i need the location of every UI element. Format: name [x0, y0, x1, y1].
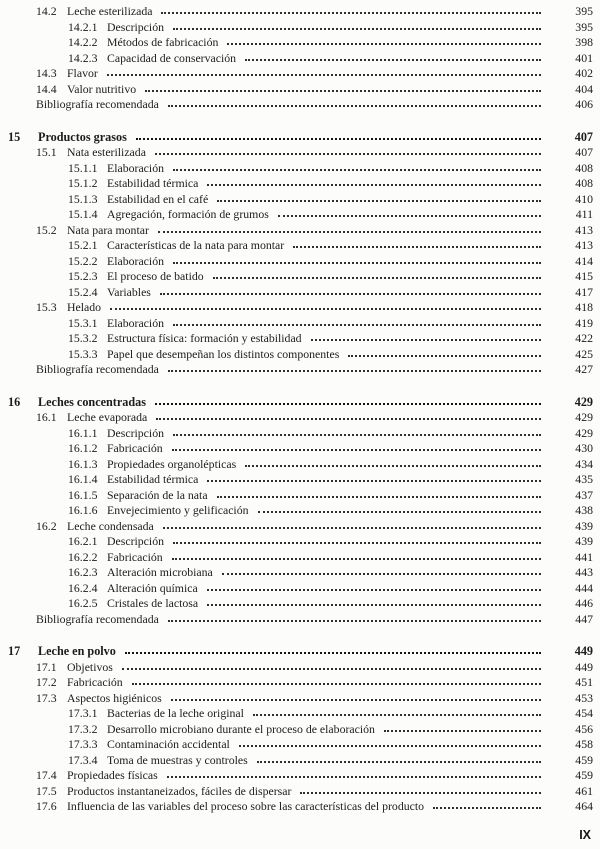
dot-leader: [207, 604, 541, 606]
toc-entry-page: 415: [575, 269, 593, 283]
dot-leader: [253, 714, 541, 716]
toc-entry: [8, 472, 593, 488]
toc-section: [8, 130, 593, 378]
toc-entry-page: 395: [575, 19, 593, 34]
dot-leader: [172, 558, 541, 560]
toc-entry-number: 14.4: [36, 81, 57, 96]
toc-entry-number: 16.1.4: [68, 472, 98, 486]
toc-entry-number: 15.3.2: [68, 331, 98, 345]
toc-entry-title: Influencia de las variables del proceso sobre las características del producto: [67, 799, 425, 813]
toc-entry-number: 17.3: [36, 690, 57, 705]
toc-entry-title: Aspectos higiénicos: [67, 690, 162, 705]
dot-leader: [160, 293, 541, 295]
toc-entry-title: Descripción: [107, 534, 164, 548]
dot-leader: [172, 449, 541, 451]
toc-entry-number: 14.2.2: [68, 35, 98, 49]
toc-entry-title: Envejecimiento y gelificación: [107, 503, 249, 517]
toc-entry: [8, 753, 593, 769]
dot-leader: [167, 776, 541, 778]
dot-leader: [173, 169, 541, 171]
toc-entry-page: 430: [575, 441, 593, 455]
dot-leader: [173, 542, 541, 544]
dot-leader: [348, 355, 541, 357]
toc-entry-title: Fabricación: [67, 675, 123, 689]
toc-entry: [8, 51, 593, 67]
toc-entry-title: Desarrollo microbiano durante el proceso de elaboración: [107, 721, 375, 736]
toc-entry-number: 15.3: [36, 300, 57, 314]
toc-entry-number: 15.1.2: [68, 176, 98, 190]
toc-entry: [8, 488, 593, 504]
toc-entry-title: Estructura física: formación y estabilidad: [107, 331, 302, 345]
toc-entry-number: 16.2: [36, 518, 57, 533]
toc-entry-page: 401: [575, 50, 593, 65]
toc-entry: [8, 362, 593, 378]
toc-entry-title: Papel que desempeñan los distintos componentes: [107, 346, 340, 361]
toc-entry-page: 437: [575, 487, 593, 502]
dot-leader: [278, 215, 541, 217]
toc-entry-title: Productos grasos: [38, 129, 127, 144]
toc-section: [8, 644, 593, 815]
dot-leader: [132, 683, 541, 685]
toc-entry: [8, 660, 593, 676]
toc-entry-number: 17.2: [36, 675, 57, 689]
toc-entry-title: Leche condensada: [67, 518, 154, 533]
dot-leader: [171, 699, 541, 701]
toc-entry-number: 16.1.6: [68, 503, 98, 517]
toc-entry-number: 15.1.4: [68, 207, 98, 221]
toc-entry-number: 15.3.3: [68, 346, 98, 361]
toc-entry-page: 407: [575, 145, 593, 159]
toc-entry: [8, 331, 593, 347]
toc-entry-page: 395: [575, 4, 593, 18]
toc-entry-title: Características de la nata para montar: [107, 238, 285, 252]
toc-entry: [8, 457, 593, 473]
dot-leader: [227, 43, 541, 45]
dot-leader: [168, 105, 541, 107]
toc-entry-title: Bibliografía recomendada: [36, 362, 159, 376]
dot-leader: [217, 496, 541, 498]
toc-entry-title: Descripción: [107, 425, 164, 440]
toc-entry-title: Propiedades físicas: [67, 768, 158, 782]
toc-entry-number: 15.3.1: [68, 315, 98, 330]
toc-entry-page: 464: [575, 799, 593, 813]
toc-entry-number: 17.3.3: [68, 737, 98, 751]
toc-entry-page: 429: [575, 425, 593, 440]
dot-leader: [245, 465, 541, 467]
toc-entry: [8, 161, 593, 177]
toc-entry: [8, 35, 593, 51]
toc-entry-number: 17.1: [36, 659, 57, 674]
toc-entry-page: 441: [575, 549, 593, 564]
dot-leader: [107, 74, 541, 76]
toc-entry-title: Capacidad de conservación: [107, 50, 237, 65]
toc-entry-title: Helado: [67, 300, 102, 314]
toc-entry-number: 15: [8, 129, 21, 144]
toc-entry-number: 15.2.4: [68, 284, 98, 299]
dot-leader: [239, 745, 541, 747]
toc-entry-number: 15.2: [36, 222, 57, 237]
toc-entry-title: Leche esterilizada: [67, 4, 153, 18]
toc-entry-number: 16.2.5: [68, 596, 98, 610]
toc-entry: [8, 503, 593, 519]
dot-leader: [145, 90, 541, 92]
dot-leader: [207, 184, 541, 186]
toc-entry: [8, 269, 593, 285]
toc-entry-page: 461: [575, 783, 593, 798]
toc-entry: [8, 223, 593, 239]
toc-entry-page: 449: [575, 659, 593, 674]
toc-entry-title: Bibliografía recomendada: [36, 611, 159, 626]
toc-entry-title: Nata para montar: [67, 222, 149, 237]
toc-entry-page: 413: [575, 222, 593, 237]
toc-entry-title: Contaminación accidental: [107, 737, 230, 751]
page-number: IX: [579, 827, 591, 842]
toc-entry-page: 414: [575, 253, 593, 268]
toc-entry: [8, 675, 593, 691]
toc-entry-page: 408: [575, 176, 593, 190]
toc-entry-title: Bacterias de la leche original: [107, 706, 244, 720]
toc-entry: [8, 395, 593, 411]
toc-entry-number: 14.3: [36, 66, 57, 80]
dot-leader: [173, 324, 541, 326]
toc-entry-title: Cristales de lactosa: [107, 596, 199, 610]
toc-entry-number: 16.1: [36, 410, 57, 424]
toc-entry-title: Leche en polvo: [38, 644, 116, 658]
toc-entry-title: Elaboración: [107, 160, 164, 175]
toc-entry-title: Elaboración: [107, 315, 164, 330]
toc-entry: [8, 722, 593, 738]
toc-entry-page: 429: [575, 410, 593, 424]
toc-entry-page: 456: [575, 721, 593, 736]
toc-entry-number: 16.1.5: [68, 487, 98, 502]
toc-entry-title: Alteración microbiana: [107, 565, 213, 579]
dot-leader: [110, 308, 541, 310]
toc-entry-page: 429: [574, 394, 593, 409]
toc-entry-title: Valor nutritivo: [67, 81, 137, 96]
toc-entry-page: 408: [575, 160, 593, 175]
toc-entry-title: Leches concentradas: [38, 394, 146, 409]
dot-leader: [207, 480, 541, 482]
toc-entry-page: 417: [575, 284, 593, 299]
dot-leader: [168, 370, 541, 372]
toc-entry: [8, 784, 593, 800]
dot-leader: [207, 589, 541, 591]
dot-leader: [384, 730, 541, 732]
toc-entry: [8, 4, 593, 20]
toc-entry: [8, 565, 593, 581]
dot-leader: [168, 620, 541, 622]
toc-entry-title: Propiedades organolépticas: [107, 456, 237, 471]
toc-entry: [8, 612, 593, 628]
toc-entry-title: Agregación, formación de grumos: [107, 207, 269, 221]
toc-entry: [8, 130, 593, 146]
toc-entry-title: Fabricación: [107, 549, 163, 564]
toc-entry-page: 425: [575, 346, 593, 361]
dot-leader: [122, 668, 541, 670]
dot-leader: [257, 761, 541, 763]
toc-entry: [8, 691, 593, 707]
toc-entry-page: 446: [575, 596, 593, 610]
dot-leader: [173, 434, 541, 436]
toc-entry-title: Flavor: [67, 66, 98, 80]
toc-entry-page: 458: [575, 737, 593, 751]
toc-entry-page: 411: [575, 207, 593, 221]
toc-entry-title: Bibliografía recomendada: [36, 97, 159, 111]
toc-entry-title: Alteración química: [107, 580, 198, 595]
toc-entry-number: 14.2.3: [68, 50, 98, 65]
dot-leader: [300, 792, 541, 794]
toc-entry-page: 406: [575, 97, 593, 111]
dot-leader: [125, 652, 541, 654]
toc-entry-page: 439: [575, 534, 593, 548]
toc-entry: [8, 581, 593, 597]
toc-entry: [8, 316, 593, 332]
toc-entry-number: 16.2.3: [68, 565, 98, 579]
toc-entry-page: 443: [575, 565, 593, 579]
toc-entry-page: 434: [575, 456, 593, 471]
toc-entry: [8, 737, 593, 753]
dot-leader: [433, 807, 541, 809]
toc-entry: [8, 347, 593, 363]
toc-entry: [8, 207, 593, 223]
dot-leader: [158, 231, 541, 233]
toc-entry-title: El proceso de batido: [107, 269, 204, 283]
toc-entry-page: 444: [575, 580, 593, 595]
toc-entry-title: Estabilidad en el café: [107, 191, 209, 206]
toc-entry-title: Leche evaporada: [67, 410, 148, 424]
toc-entry-number: 15.1.1: [68, 160, 98, 175]
toc-entry-page: 404: [575, 81, 593, 96]
toc-entry-page: 418: [575, 300, 593, 314]
toc-entry-page: 435: [575, 472, 593, 486]
toc-entry-title: Elaboración: [107, 253, 164, 268]
toc-entry-title: Métodos de fabricación: [107, 35, 219, 49]
toc-entry: [8, 192, 593, 208]
toc-entry-number: 15.2.1: [68, 238, 98, 252]
toc-entry-title: Estabilidad térmica: [107, 472, 199, 486]
toc-entry-title: Nata esterilizada: [67, 145, 146, 159]
toc-entry: [8, 176, 593, 192]
toc-entry-title: Toma de muestras y controles: [107, 752, 248, 767]
toc-entry-number: 17.3.4: [68, 752, 98, 767]
toc-entry-number: 17.3.2: [68, 721, 98, 736]
toc-entry-page: 419: [575, 315, 593, 330]
toc-entry: [8, 238, 593, 254]
toc-entry-page: 447: [575, 611, 593, 626]
toc-entry-number: 14.2: [36, 4, 57, 18]
dot-leader: [213, 277, 541, 279]
toc-entry-page: 438: [575, 503, 593, 517]
toc-entry-page: 410: [575, 191, 593, 206]
toc-entry: [8, 300, 593, 316]
toc-entry: [8, 550, 593, 566]
toc-entry-number: 15.2.2: [68, 253, 98, 268]
toc-entry: [8, 644, 593, 660]
toc-entry: [8, 82, 593, 98]
toc-entry: [8, 97, 593, 113]
toc-section: [8, 4, 593, 113]
dot-leader: [156, 418, 541, 420]
dot-leader: [163, 527, 541, 529]
toc-entry-number: 17.6: [36, 799, 57, 813]
toc-entry-title: Variables: [107, 284, 151, 299]
toc-entry-page: 407: [574, 129, 593, 144]
toc: [8, 4, 593, 815]
dot-leader: [173, 28, 541, 30]
toc-entry-number: 16.1.3: [68, 456, 98, 471]
toc-entry: [8, 285, 593, 301]
toc-entry-title: Separación de la nata: [107, 487, 208, 502]
dot-leader: [155, 153, 541, 155]
toc-entry-number: 15.1: [36, 145, 57, 159]
toc-entry-title: Fabricación: [107, 441, 163, 455]
toc-entry-page: 427: [575, 362, 593, 376]
toc-entry-number: 17.4: [36, 768, 57, 782]
toc-entry-title: Descripción: [107, 19, 164, 34]
toc-entry: [8, 534, 593, 550]
toc-entry: [8, 66, 593, 82]
toc-entry-number: 16.2.1: [68, 534, 98, 548]
dot-leader: [173, 262, 541, 264]
toc-entry-page: 402: [575, 66, 593, 80]
toc-entry-page: 449: [574, 644, 593, 658]
toc-entry: [8, 799, 593, 815]
toc-entry: [8, 20, 593, 36]
toc-entry-page: 453: [575, 690, 593, 705]
toc-entry-page: 459: [575, 752, 593, 767]
toc-entry-number: 15.2.3: [68, 269, 98, 283]
toc-section: [8, 395, 593, 628]
dot-leader: [293, 246, 541, 248]
toc-entry: [8, 441, 593, 457]
toc-entry-number: 17.3.1: [68, 706, 98, 720]
toc-entry: [8, 768, 593, 784]
toc-entry-number: 16.2.4: [68, 580, 98, 595]
toc-entry-page: 459: [575, 768, 593, 782]
toc-entry-number: 16.1.2: [68, 441, 98, 455]
toc-entry: [8, 410, 593, 426]
toc-entry-number: 17.5: [36, 783, 57, 798]
toc-entry-page: 422: [575, 331, 593, 345]
toc-entry-number: 16.2.2: [68, 549, 98, 564]
toc-entry: [8, 254, 593, 270]
toc-entry-title: Estabilidad térmica: [107, 176, 199, 190]
toc-entry-page: 451: [575, 675, 593, 689]
toc-entry: [8, 519, 593, 535]
toc-entry-title: Productos instantaneizados, fáciles de dispersar: [67, 783, 292, 798]
toc-entry-page: 413: [575, 238, 593, 252]
toc-entry-page: 439: [575, 518, 593, 533]
toc-entry-number: 16.1.1: [68, 425, 98, 440]
dot-leader: [217, 200, 541, 202]
dot-leader: [311, 339, 541, 341]
dot-leader: [155, 403, 541, 405]
dot-leader: [258, 511, 541, 513]
toc-entry-title: Objetivos: [67, 659, 113, 674]
toc-entry-page: 398: [575, 35, 593, 49]
dot-leader: [245, 59, 541, 61]
toc-entry: [8, 596, 593, 612]
toc-entry: [8, 706, 593, 722]
toc-entry-number: 15.1.3: [68, 191, 98, 206]
toc-entry: [8, 426, 593, 442]
toc-entry: [8, 145, 593, 161]
toc-entry-number: 14.2.1: [68, 19, 98, 34]
toc-entry-number: 17: [8, 644, 21, 658]
dot-leader: [136, 138, 541, 140]
dot-leader: [161, 12, 541, 14]
toc-entry-page: 454: [575, 706, 593, 720]
dot-leader: [222, 573, 541, 575]
toc-entry-number: 16: [8, 394, 21, 409]
